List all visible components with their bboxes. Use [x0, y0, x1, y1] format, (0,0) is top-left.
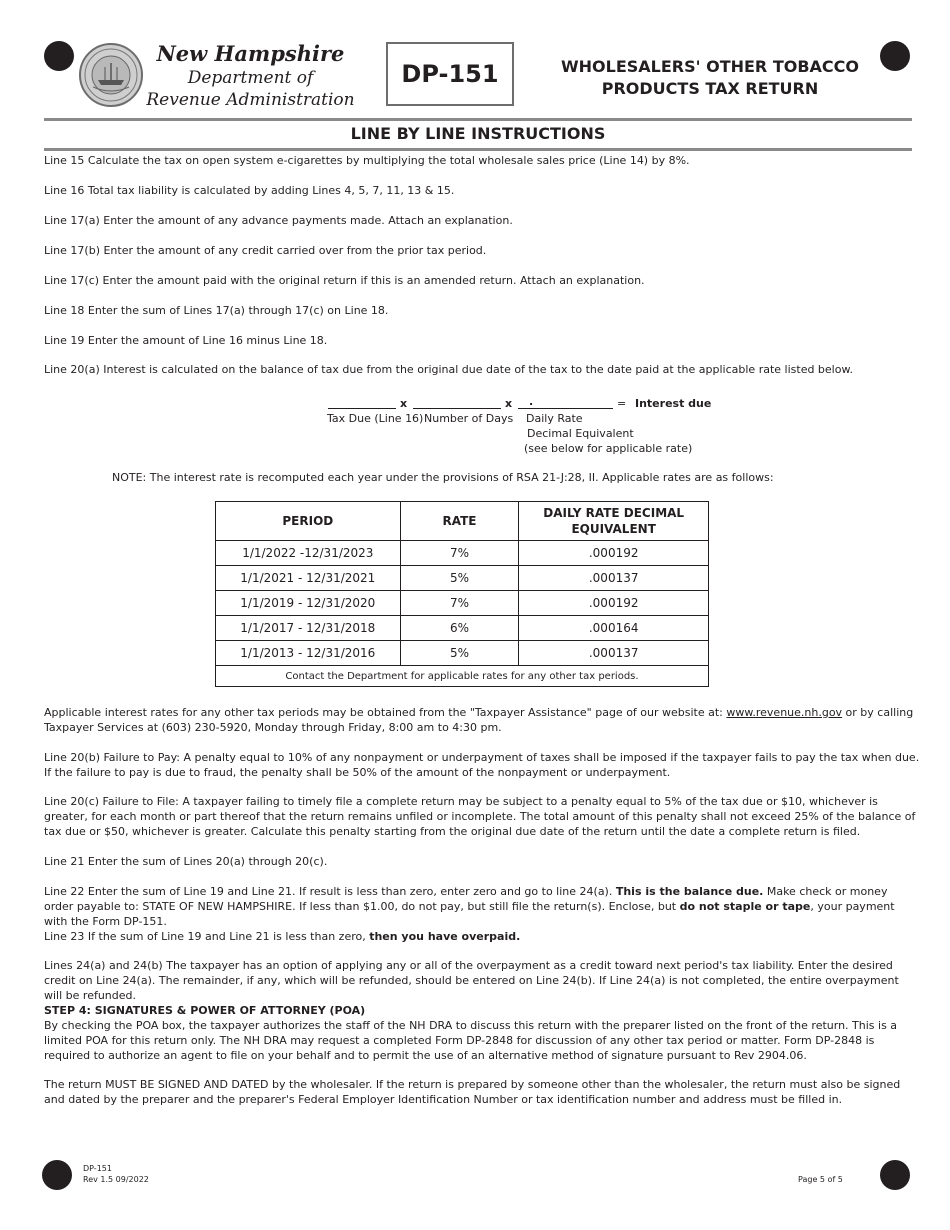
rate-cell: 6%	[400, 616, 519, 641]
daily-rate-cell: .000137	[519, 566, 709, 591]
form-title	[545, 56, 875, 100]
column-header-period: PERIOD	[216, 502, 401, 541]
page-number: Page 5 of 5	[798, 1175, 843, 1184]
form-title-line-1: WHOLESALERS' OTHER TOBACCO	[560, 57, 859, 76]
tax-due-blank	[328, 408, 396, 409]
decimal-point: .	[529, 395, 534, 408]
table-header-row	[216, 502, 709, 541]
registration-dot-top-right	[880, 41, 910, 71]
times-sign-2: x	[505, 397, 513, 410]
rate-caption-3: (see below for applicable rate)	[524, 442, 693, 455]
footer-form-info	[83, 1163, 149, 1185]
line-20a: Line 20(a) Interest is calculated on the balance of tax due from the original due date of the tax to the date paid at the applicable rate listed below.	[44, 363, 853, 376]
registration-dot-bottom-left	[42, 1160, 72, 1190]
period-cell: 1/1/2021 - 12/31/2021	[216, 566, 401, 591]
footer-revision: Rev 1.5 09/2022	[83, 1175, 149, 1184]
department-line-1: Department of	[187, 68, 314, 88]
period-cell: 1/1/2013 - 12/31/2016	[216, 641, 401, 666]
line-17b: Line 17(b) Enter the amount of any credit carried over from the prior tax period.	[44, 244, 487, 257]
line-23	[44, 929, 920, 944]
period-cell: 1/1/2017 - 12/31/2018	[216, 616, 401, 641]
no-staple-emphasis: do not staple or tape	[679, 900, 811, 913]
registration-dot-bottom-right	[880, 1160, 910, 1190]
column-header-daily-rate-line-2: EQUIVALENT	[571, 522, 656, 536]
daily-rate-cell: .000192	[519, 591, 709, 616]
line-22-text-1: Line 22 Enter the sum of Line 19 and Line 21. If result is less than zero, enter zero and go to line 24(a).	[44, 885, 616, 898]
section-title: LINE BY LINE INSTRUCTIONS	[350, 124, 606, 143]
form-title-line-2: PRODUCTS TAX RETURN	[601, 79, 819, 98]
table-row	[216, 541, 709, 566]
department-line-2: Revenue Administration	[146, 90, 355, 110]
line-17c: Line 17(c) Enter the amount paid with the original return if this is an amended return. Attach an explanation.	[44, 274, 645, 287]
table-footnote-row	[216, 666, 709, 687]
balance-due-emphasis: This is the balance due.	[615, 885, 764, 898]
equals-sign: =	[617, 397, 627, 410]
step-4-poa-paragraph: By checking the POA box, the taxpayer authorizes the staff of the NH DRA to discuss this return with the preparer listed on the front of the return. This is a limited POA for this return only. The NH DRA may request a completed Form DP-2848 for discussion of any other tax period or matter. Form DP-2848 is required to authorize an agent to file on your behalf and to permit the use of an alternative method of signature pursuant to Rev 2904.06.	[44, 1019, 898, 1062]
column-header-daily-rate	[519, 502, 709, 541]
step-4-signature-paragraph: The return MUST BE SIGNED AND DATED by the wholesaler. If the return is prepared by someone other than the wholesaler, the return must also be signed and dated by the preparer and the preparer's Federal Employer Identification Number or tax identification number and address must be filled in.	[44, 1078, 901, 1106]
rate-cell: 7%	[400, 541, 519, 566]
daily-rate-cell: .000137	[519, 641, 709, 666]
days-caption: Number of Days	[424, 412, 514, 425]
line-18: Line 18 Enter the sum of Lines 17(a) through 17(c) on Line 18.	[44, 304, 389, 317]
applicable-rates-text-2: or by calling Taxpayer Services at (603) 230-5920, Monday through Friday, 8:00 am to 4:30 pm.	[44, 706, 914, 734]
state-name: New Hampshire	[156, 41, 345, 66]
state-seal-icon	[79, 43, 143, 107]
interest-rates-table	[215, 501, 709, 687]
line-22-text-2: Make check or money order payable to: STATE OF NEW HAMPSHIRE. If less than $1.00, do not pay, but still file the return(s). Enclose, but	[44, 885, 888, 913]
line-17a: Line 17(a) Enter the amount of any advance payments made. Attach an explanation.	[44, 214, 513, 227]
table-footnote: Contact the Department for applicable rates for any other tax periods.	[216, 666, 709, 687]
column-header-rate: RATE	[400, 502, 519, 541]
line-19: Line 19 Enter the amount of Line 16 minus Line 18.	[44, 334, 328, 347]
rate-caption-2: Decimal Equivalent	[527, 427, 634, 440]
line-20b: Line 20(b) Failure to Pay: A penalty equal to 10% of any nonpayment or underpayment of taxes shall be imposed if the taxpayer fails to pay the tax when due. If the failure to pay is due to fraud, the penalty shall be 50% of the amount of the nonpayment or underpayment.	[44, 751, 920, 779]
header-rule-top	[44, 118, 912, 121]
interest-note: NOTE: The interest rate is recomputed each year under the provisions of RSA 21-J:28, II. Applicable rates are as follows:	[112, 471, 774, 484]
line-23-text: Line 23 If the sum of Line 19 and Line 21 is less than zero,	[44, 930, 370, 943]
line-24: Lines 24(a) and 24(b) The taxpayer has an option of applying any or all of the overpayment as a credit toward next period's tax liability. Enter the desired credit on Line 24(a). The remainder, if any, which will be refunded, should be entered on Line 24(b). If Line 24(a) is not completed, the entire overpayment will be refunded.	[44, 959, 899, 1002]
line-22-text-3: , your payment with the Form DP-151.	[44, 900, 895, 928]
agency-name	[143, 40, 358, 111]
rate-cell: 5%	[400, 641, 519, 666]
table-row	[216, 641, 709, 666]
line-20c: Line 20(c) Failure to File: A taxpayer failing to timely file a complete return may be subject to a penalty equal to 5% of the tax due or $10, whichever is greater, for each month or part thereof that the return remains unfiled or incomplete. The total amount of this penalty shall not exceed 25% of the balance of tax due or $50, whichever is greater. Calculate this penalty starting from the original due date of the return until the date a complete return is filed.	[44, 795, 916, 838]
times-sign-1: x	[400, 397, 408, 410]
registration-dot-top-left	[44, 41, 74, 71]
line-21: Line 21 Enter the sum of Lines 20(a) through 20(c).	[44, 855, 328, 868]
table-row	[216, 591, 709, 616]
table-row	[216, 616, 709, 641]
table-row	[216, 566, 709, 591]
days-blank	[413, 408, 501, 409]
rate-cell: 5%	[400, 566, 519, 591]
period-cell: 1/1/2019 - 12/31/2020	[216, 591, 401, 616]
line-16: Line 16 Total tax liability is calculated by adding Lines 4, 5, 7, 11, 13 & 15.	[44, 184, 455, 197]
line-22	[44, 884, 920, 929]
line-15: Line 15 Calculate the tax on open system e-cigarettes by multiplying the total wholesale sales price (Line 14) by 8%.	[44, 154, 690, 167]
footer-form-number: DP-151	[83, 1164, 112, 1173]
applicable-rates-text-1: Applicable interest rates for any other tax periods may be obtained from the "Taxpayer Assistance" page of our website at:	[44, 706, 727, 719]
rate-cell: 7%	[400, 591, 519, 616]
interest-due-label: Interest due	[635, 397, 712, 410]
column-header-daily-rate-line-1: DAILY RATE DECIMAL	[543, 506, 685, 520]
form-number-box	[386, 42, 514, 106]
rate-caption-1: Daily Rate	[526, 412, 583, 425]
applicable-rates-paragraph	[44, 705, 920, 735]
header-rule-bottom	[44, 148, 912, 151]
overpaid-emphasis: then you have overpaid.	[369, 930, 521, 943]
website-link[interactable]: www.revenue.nh.gov	[726, 706, 843, 719]
rate-blank	[518, 408, 613, 409]
step-4-heading: STEP 4: SIGNATURES & POWER OF ATTORNEY (POA)	[44, 1004, 366, 1017]
daily-rate-cell: .000192	[519, 541, 709, 566]
form-number: DP-151	[401, 60, 499, 88]
period-cell: 1/1/2022 -12/31/2023	[216, 541, 401, 566]
tax-due-caption: Tax Due (Line 16)	[327, 412, 424, 425]
daily-rate-cell: .000164	[519, 616, 709, 641]
